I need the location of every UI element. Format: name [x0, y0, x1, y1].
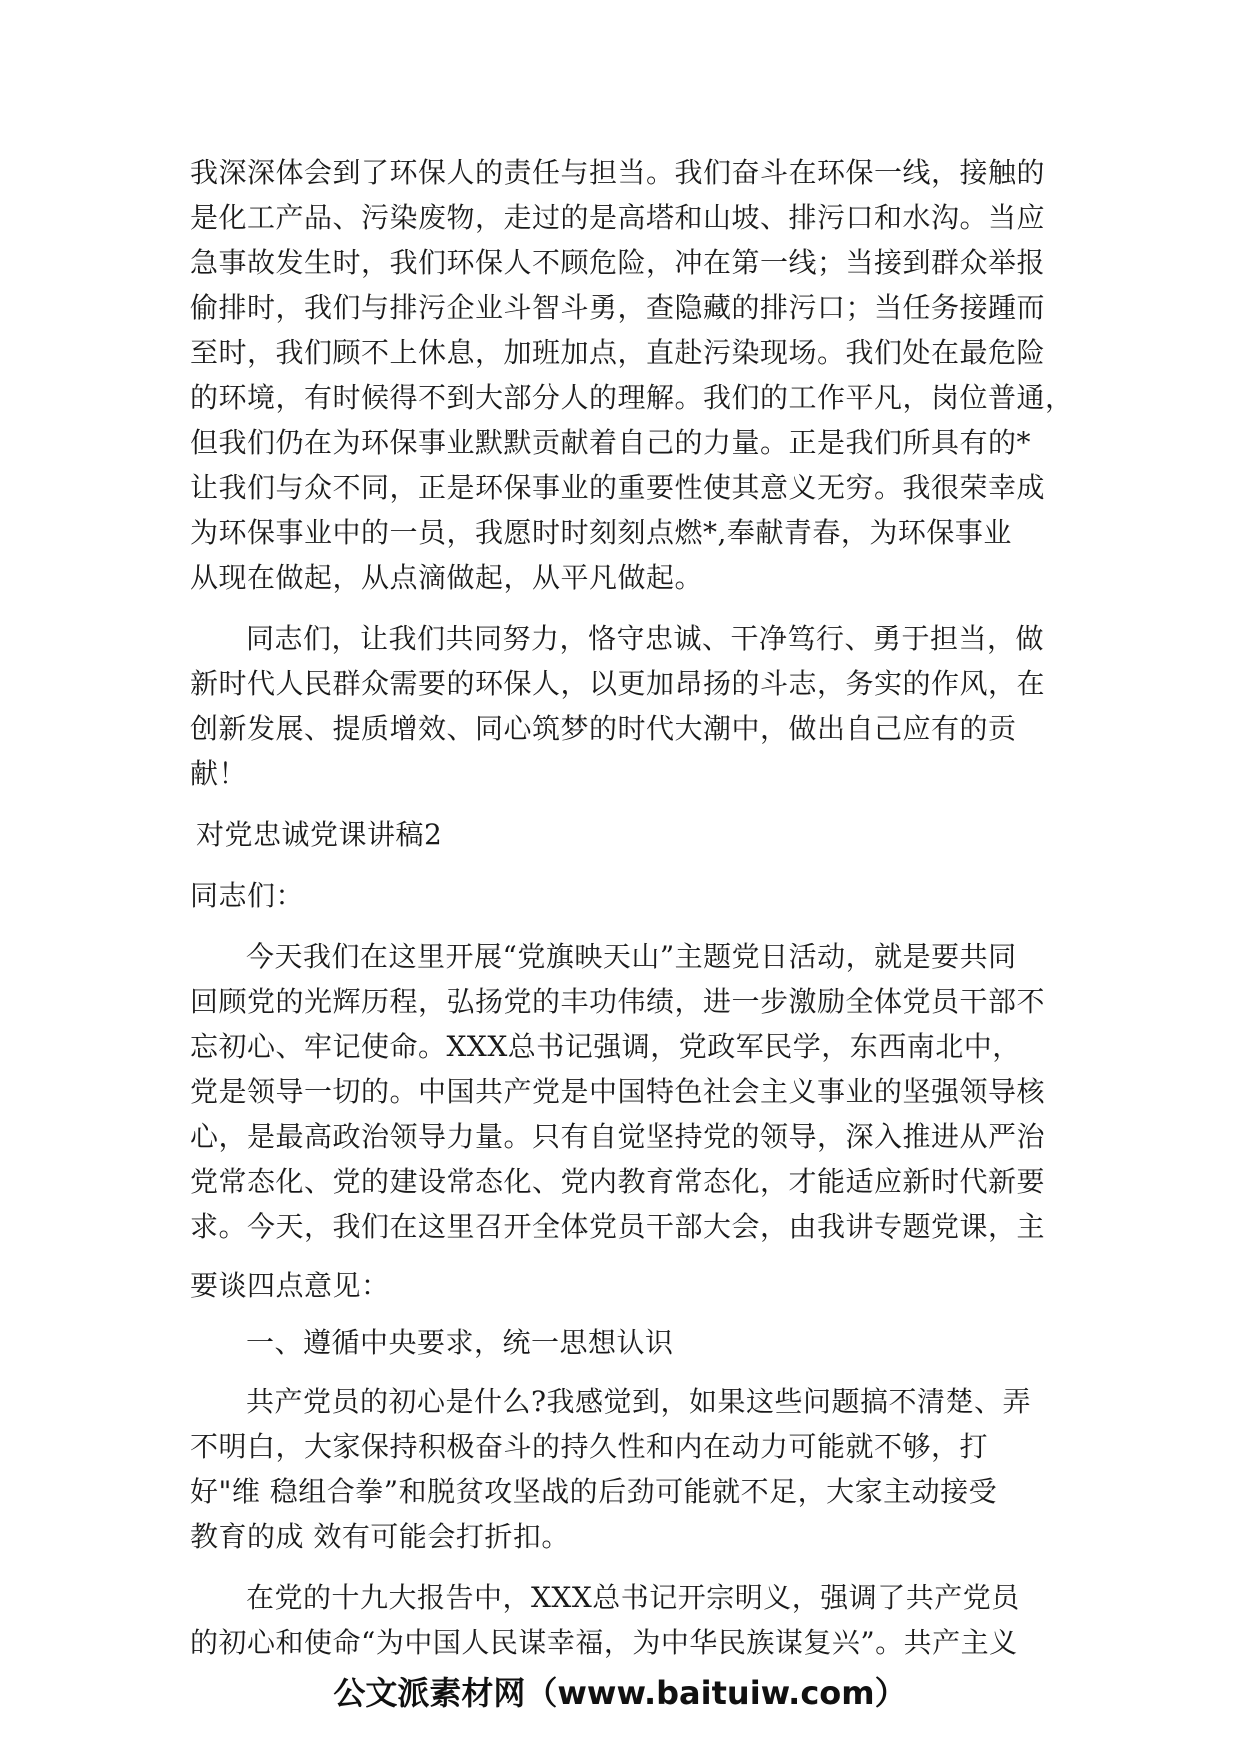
text-line: 共产党员的初心是什么?我感觉到，如果这些问题搞不清楚、弄	[246, 1385, 1032, 1418]
text-line: 要谈四点意见：	[190, 1269, 390, 1302]
paragraph-nineteenth-congress	[190, 1575, 1060, 1665]
text-line: 好"维 稳组合拳”和脱贫攻坚战的后劲可能就不足，大家主动接受	[190, 1475, 998, 1508]
text-line: 至时，我们顾不上休息，加班加点，直赴污染现场。我们处在最危险	[190, 336, 1046, 369]
text-line: 新时代人民群众需要的环保人，以更加昂扬的斗志，务实的作风，在	[190, 667, 1046, 700]
text-line: 求。今天，我们在这里召开全体党员干部大会，由我讲专题党课，主	[190, 1210, 1046, 1243]
text-line: 今天我们在这里开展“党旗映天山”主题党日活动，就是要共同	[246, 940, 1017, 973]
text-line: 在党的十九大报告中，XXX总书记开宗明义，强调了共产党员	[246, 1581, 1020, 1614]
paragraph-environmental-duty	[190, 150, 1074, 600]
paragraph-original-aspiration	[190, 1379, 1060, 1559]
text-line: 的初心和使命“为中国人民谋幸福，为中华民族谋复兴”。共产主义	[190, 1626, 1018, 1659]
section-title	[190, 812, 1060, 857]
text-line: 忘初心、牢记使命。XXX总书记强调，党政军民学，东西南北中，	[190, 1030, 1021, 1063]
text-line: 同志们，让我们共同努力，恪守忠诚、干净笃行、勇于担当，做	[246, 622, 1045, 655]
paragraph-comrades-call	[190, 616, 1060, 796]
paragraph-four-points	[190, 1263, 1060, 1308]
text-line: 但我们仍在为环保事业默默贡献着自己的力量。正是我们所具有的*	[190, 426, 1032, 459]
text-line: 党常态化、党的建设常态化、党内教育常态化，才能适应新时代新要	[190, 1165, 1046, 1198]
text-line: 从现在做起，从点滴做起，从平凡做起。	[190, 561, 704, 594]
text-line: 偷排时，我们与排污企业斗智斗勇，查隐藏的排污口；当任务接踵而	[190, 291, 1046, 324]
text-line: 让我们与众不同，正是环保事业的重要性使其意义无穷。我很荣幸成	[190, 471, 1046, 504]
text-line: 为环保事业中的一员，我愿时时刻刻点燃*,奉献青春，为环保事业	[190, 516, 1012, 549]
text-line: 我深深体会到了环保人的责任与担当。我们奋斗在环保一线，接触的	[190, 156, 1046, 189]
salutation-text: 同志们：	[190, 879, 305, 912]
paragraph-theme-activity	[190, 934, 1060, 1249]
document-body	[190, 150, 1074, 1665]
text-line: 心，是最高政治领导力量。只有自觉坚持党的领导，深入推进从严治	[190, 1120, 1046, 1153]
footer-watermark: 公文派素材网（www.baituiw.com）	[333, 1674, 907, 1712]
text-line: 急事故发生时，我们环保人不顾危险，冲在第一线；当接到群众举报	[190, 246, 1046, 279]
subheading-first-point	[190, 1320, 1060, 1365]
text-line: 不明白，大家保持积极奋斗的持久性和内在动力可能就不够，打	[190, 1430, 989, 1463]
text-line: 回顾党的光辉历程，弘扬党的丰功伟绩，进一步激励全体党员干部不	[190, 985, 1046, 1018]
text-line: 创新发展、提质增效、同心筑梦的时代大潮中，做出自己应有的贡	[190, 712, 1017, 745]
text-line: 教育的成 效有可能会打折扣。	[190, 1520, 570, 1553]
text-line: 党是领导一切的。中国共产党是中国特色社会主义事业的坚强领导核	[190, 1075, 1046, 1108]
text-line: 的环境，有时候得不到大部分人的理解。我们的工作平凡，岗位普通，	[190, 381, 1074, 414]
text-line: 献！	[190, 757, 248, 790]
text-line: 是化工产品、污染废物，走过的是高塔和山坡、排污口和水沟。当应	[190, 201, 1046, 234]
section-title-text: 对党忠诚党课讲稿2	[196, 818, 443, 851]
subheading-text: 一、遵循中央要求，统一思想认识	[246, 1326, 674, 1359]
salutation	[190, 873, 1060, 918]
